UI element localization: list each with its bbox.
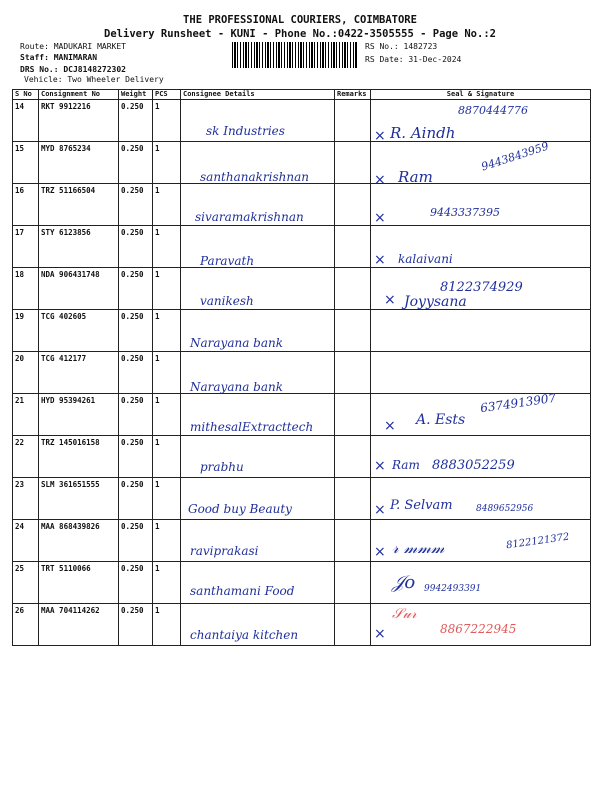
cell-weight: 0.250 (119, 394, 153, 436)
handwritten-consignee: mithesalExtracttech (190, 420, 314, 434)
cell-remarks (335, 100, 371, 142)
cell-sno: 15 (13, 142, 39, 184)
handwritten-signature: Ram (392, 458, 420, 472)
cell-consignment: MYD 8765234 (39, 142, 119, 184)
cell-weight: 0.250 (119, 142, 153, 184)
cell-weight: 0.250 (119, 310, 153, 352)
handwritten-signature: Joyysana (404, 294, 467, 310)
handwritten-consignee: sk Industries (206, 124, 285, 138)
handwritten-phone: 9443337395 (430, 206, 500, 219)
cell-consignment: TRZ 145016158 (39, 436, 119, 478)
cell-consignment: STY 6123856 (39, 226, 119, 268)
cell-remarks (335, 520, 371, 562)
col-consignee: Consignee Details (181, 90, 335, 100)
cell-remarks (335, 604, 371, 646)
cell-sno: 26 (13, 604, 39, 646)
col-seal-signature: Seal & Signature (371, 90, 591, 100)
cell-pcs: 1 (153, 226, 181, 268)
cell-pcs: 1 (153, 268, 181, 310)
handwritten-signature: A. Ests (416, 412, 466, 428)
cell-pcs: 1 (153, 436, 181, 478)
cell-pcs: 1 (153, 562, 181, 604)
handwritten-signature: P. Selvam (390, 498, 453, 513)
table-row (13, 520, 591, 562)
red-signature-icon: 𝒮𝓊𝓇 (392, 606, 417, 622)
cell-weight: 0.250 (119, 352, 153, 394)
cell-sno: 16 (13, 184, 39, 226)
handwritten-consignee: chantaiya kitchen (190, 628, 299, 642)
vehicle-label: Vehicle: Two Wheeler Delivery (24, 75, 164, 84)
cell-sno: 18 (13, 268, 39, 310)
barcode-image (232, 42, 358, 68)
cell-remarks (335, 352, 371, 394)
cell-sno: 17 (13, 226, 39, 268)
cell-consignment: RKT 9912216 (39, 100, 119, 142)
cell-remarks (335, 394, 371, 436)
table-row (13, 310, 591, 352)
cell-weight: 0.250 (119, 562, 153, 604)
cross-mark-icon: × (374, 252, 386, 268)
cell-weight: 0.250 (119, 268, 153, 310)
cross-mark-icon: × (374, 626, 386, 642)
handwritten-consignee: vanikesh (200, 294, 254, 308)
cell-remarks (335, 310, 371, 352)
cell-sno: 23 (13, 478, 39, 520)
cross-mark-icon: × (384, 292, 396, 308)
handwritten-phone: 6374913907 (479, 390, 557, 416)
table-row (13, 562, 591, 604)
cell-seal (371, 352, 591, 394)
cell-remarks (335, 142, 371, 184)
cell-consignment: SLM 361651555 (39, 478, 119, 520)
handwritten-phone: 8867222945 (440, 622, 517, 636)
col-remarks: Remarks (335, 90, 371, 100)
cell-consignment: MAA 868439826 (39, 520, 119, 562)
handwritten-phone: 9942493391 (424, 584, 482, 594)
col-pcs: PCS (153, 90, 181, 100)
cell-remarks (335, 436, 371, 478)
company-title: THE PROFESSIONAL COURIERS, COIMBATORE (183, 14, 417, 26)
cell-pcs: 1 (153, 142, 181, 184)
cell-pcs: 1 (153, 394, 181, 436)
handwritten-signature: R. Aindh (390, 124, 456, 142)
cell-pcs: 1 (153, 100, 181, 142)
drs-label: DRS No.: DCJ8148272302 (20, 65, 126, 74)
signature-scribble-icon: 𝓇 𝓂𝓂𝓂 (392, 538, 445, 557)
cell-weight: 0.250 (119, 226, 153, 268)
handwritten-consignee: santhamani Food (190, 584, 295, 598)
handwritten-consignee: raviprakasi (190, 544, 259, 558)
cell-consignment: MAA 704114262 (39, 604, 119, 646)
cell-remarks (335, 562, 371, 604)
cross-mark-icon: × (374, 210, 386, 226)
cell-weight: 0.250 (119, 100, 153, 142)
cell-pcs: 1 (153, 478, 181, 520)
handwritten-consignee: prabhu (200, 460, 244, 474)
cell-pcs: 1 (153, 352, 181, 394)
cell-weight: 0.250 (119, 604, 153, 646)
handwritten-phone: 9443843959 (479, 139, 551, 174)
handwritten-consignee: Narayana bank (190, 380, 284, 394)
rs-date: RS Date: 31-Dec-2024 (365, 55, 462, 64)
cell-consignment: NDA 906431748 (39, 268, 119, 310)
cell-seal (371, 184, 591, 226)
handwritten-consignee: Narayana bank (190, 336, 284, 350)
cell-consignment: TCG 402605 (39, 310, 119, 352)
cross-mark-icon: × (374, 128, 386, 144)
handwritten-consignee: santhanakrishnan (200, 170, 309, 184)
cell-remarks (335, 268, 371, 310)
cell-sno: 24 (13, 520, 39, 562)
handwritten-phone: 8870444776 (458, 104, 528, 117)
cross-mark-icon: × (384, 418, 396, 434)
signature-scribble-icon: 𝒥𝑜 (392, 572, 416, 593)
cell-sno: 25 (13, 562, 39, 604)
cell-pcs: 1 (153, 310, 181, 352)
cell-pcs: 1 (153, 184, 181, 226)
cell-remarks (335, 184, 371, 226)
cell-consignment: TRT 5110066 (39, 562, 119, 604)
cell-weight: 0.250 (119, 436, 153, 478)
handwritten-signature: kalaivani (398, 252, 453, 266)
cell-weight: 0.250 (119, 184, 153, 226)
handwritten-phone: 8122121372 (505, 531, 571, 552)
col-weight: Weight (119, 90, 153, 100)
staff-label: Staff: MANIMARAN (20, 53, 98, 62)
runsheet-subtitle: Delivery Runsheet - KUNI - Phone No.:0422-3505555 - Page No.:2 (104, 28, 496, 40)
cell-weight: 0.250 (119, 520, 153, 562)
route-label: Route: MADUKARI MARKET (20, 42, 126, 51)
table-header-row (13, 90, 591, 100)
cell-remarks (335, 478, 371, 520)
handwritten-consignee: Paravath (200, 254, 255, 268)
cell-weight: 0.250 (119, 478, 153, 520)
cross-mark-icon: × (374, 544, 386, 560)
cross-mark-icon: × (374, 458, 386, 474)
cell-consignment: TRZ 51166504 (39, 184, 119, 226)
cell-sno: 14 (13, 100, 39, 142)
handwritten-phone: 8122374929 (440, 280, 523, 295)
cross-mark-icon: × (374, 172, 386, 188)
handwritten-phone: 8489652956 (476, 504, 534, 514)
cell-pcs: 1 (153, 604, 181, 646)
cell-sno: 19 (13, 310, 39, 352)
handwritten-consignee: sivaramakrishnan (195, 210, 304, 224)
cell-seal (371, 310, 591, 352)
col-consignment: Consignment No (39, 90, 119, 100)
cell-remarks (335, 226, 371, 268)
cross-mark-icon: × (374, 502, 386, 518)
table-row (13, 352, 591, 394)
cell-consignment: TCG 412177 (39, 352, 119, 394)
handwritten-signature: Ram (398, 168, 433, 186)
handwritten-consignee: Good buy Beauty (188, 502, 292, 516)
cell-sno: 20 (13, 352, 39, 394)
handwritten-phone: 8883052259 (432, 458, 515, 473)
cell-consignment: HYD 95394261 (39, 394, 119, 436)
cell-sno: 22 (13, 436, 39, 478)
rs-number: RS No.: 1482723 (365, 42, 438, 51)
cell-sno: 21 (13, 394, 39, 436)
table-row (13, 226, 591, 268)
col-sno: S No (13, 90, 39, 100)
cell-pcs: 1 (153, 520, 181, 562)
